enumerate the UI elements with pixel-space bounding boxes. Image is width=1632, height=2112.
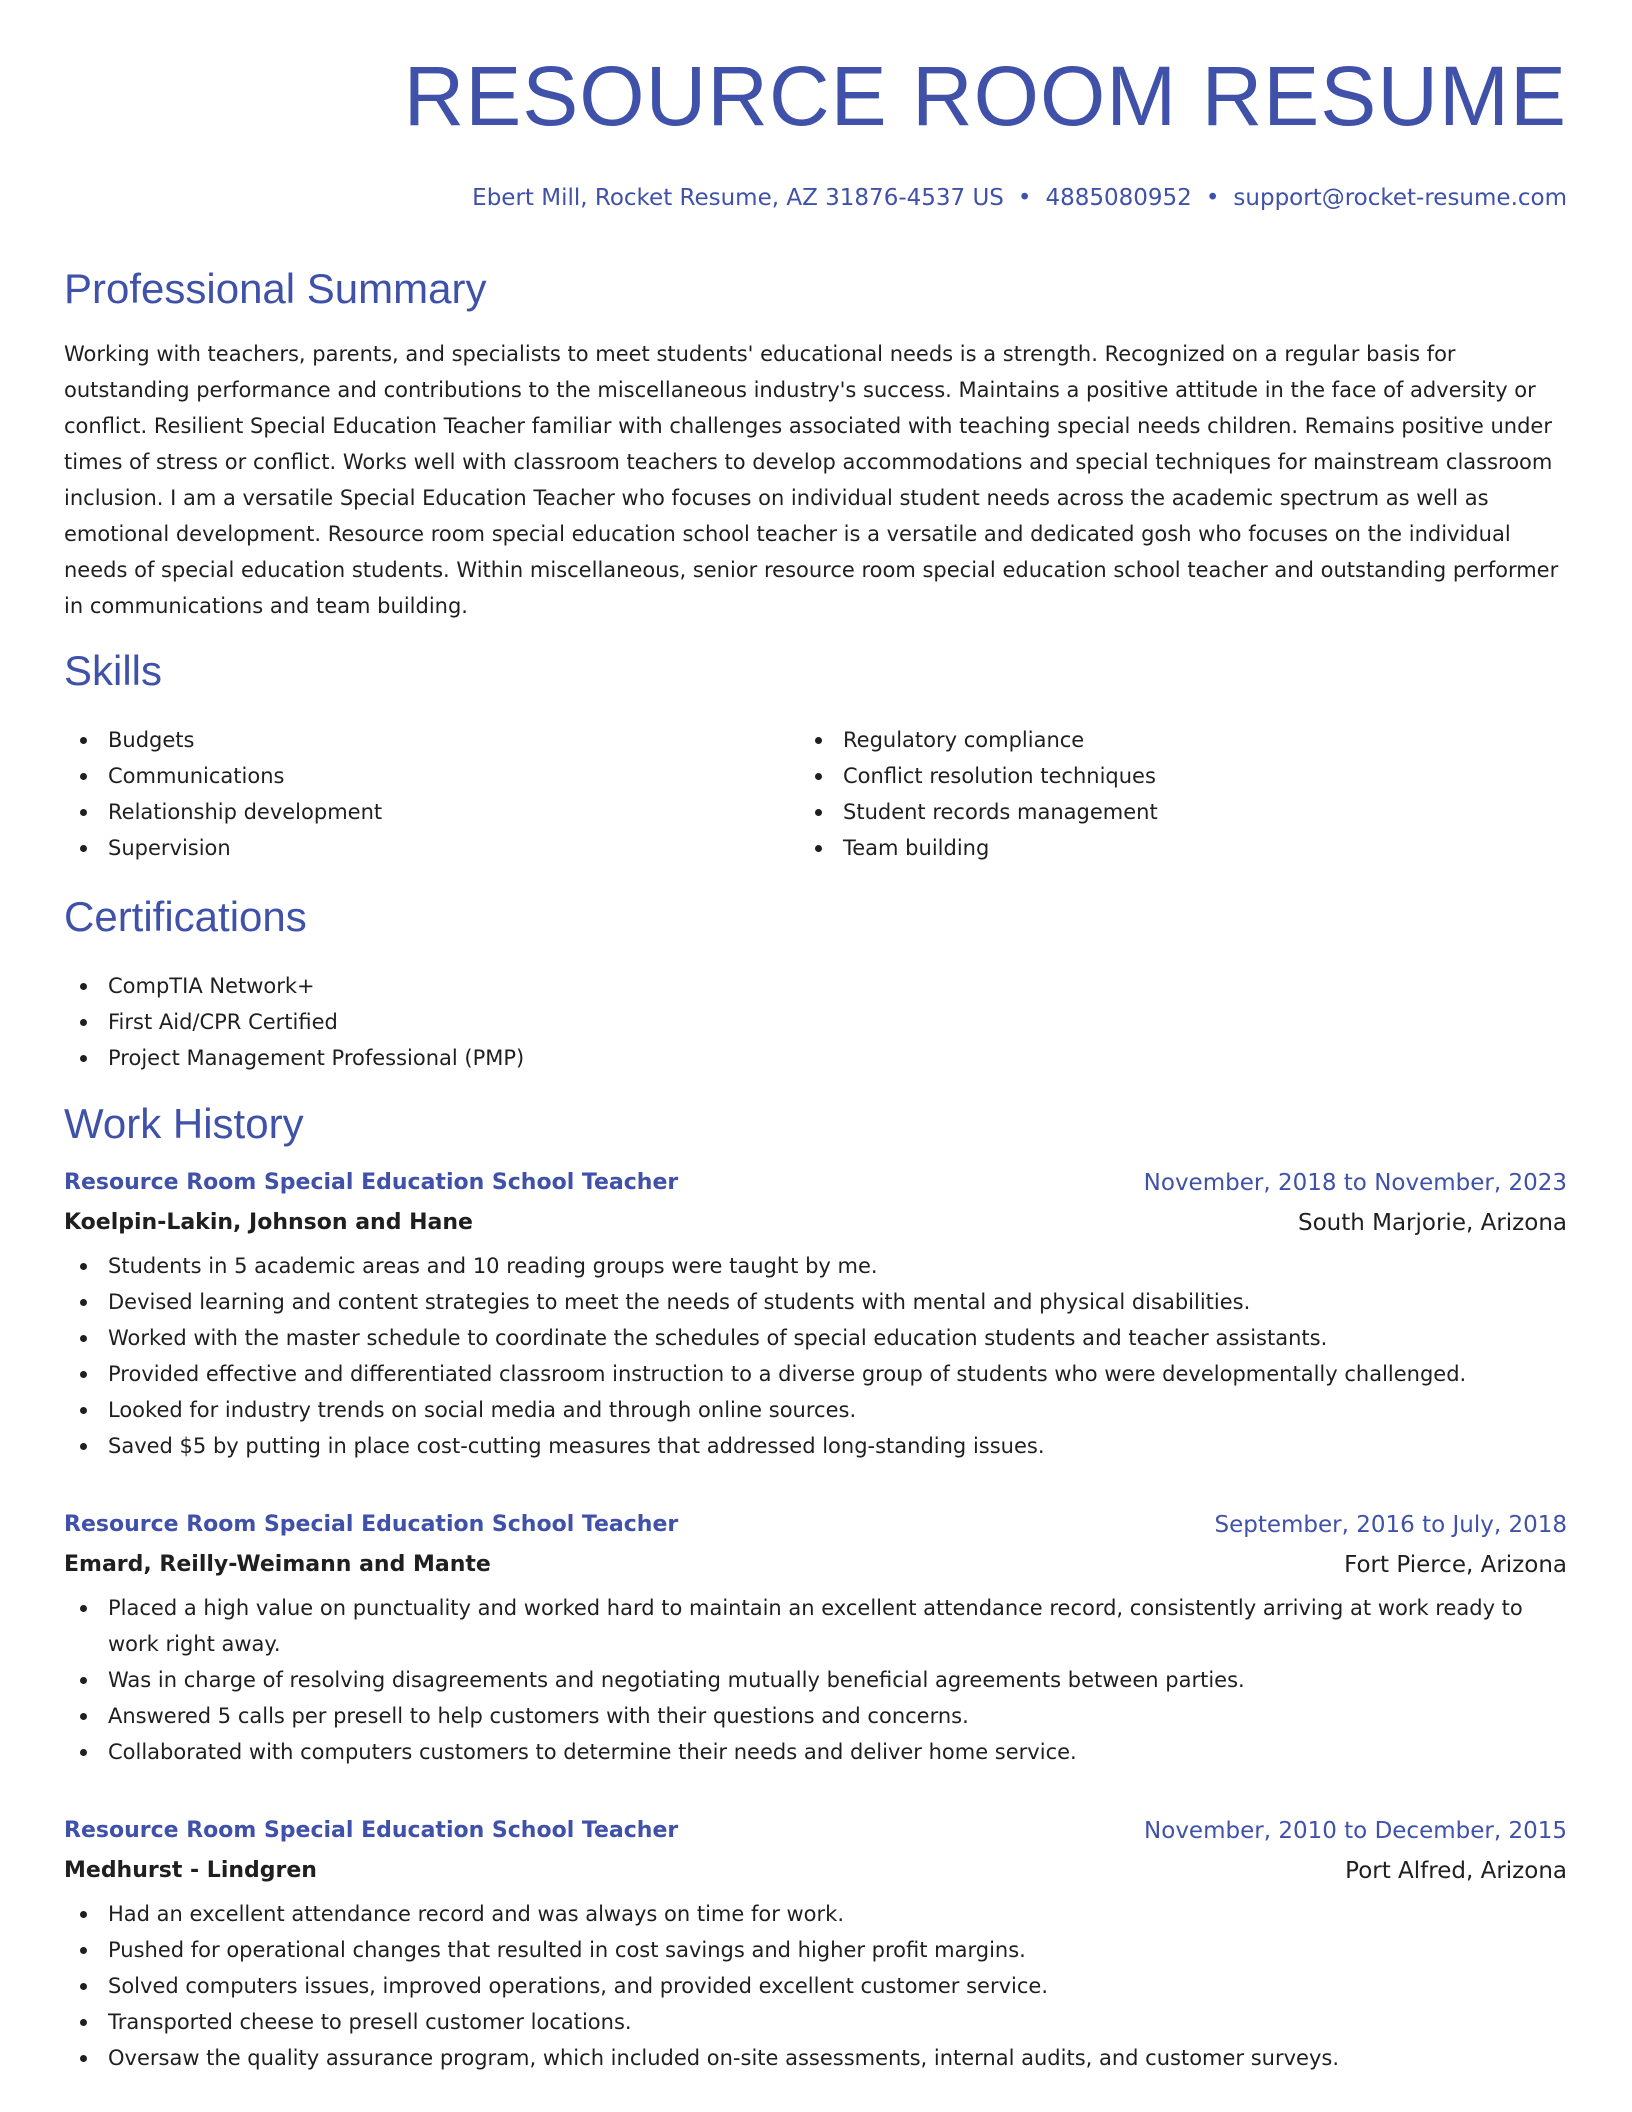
contact-line	[472, 183, 1567, 213]
job-bullet: Worked with the master schedule to coordinate the schedules of special education students and teacher assistants.	[64, 1320, 1567, 1356]
resume-title: RESOURCE ROOM RESUME	[403, 49, 1567, 143]
skills-heading: Skills	[64, 647, 163, 694]
job-bullet: Transported cheese to presell customer locations.	[64, 2004, 1567, 2040]
skill-item: Relationship development	[64, 794, 764, 830]
job-entry	[64, 1168, 1567, 1464]
job-bullet: Collaborated with computers customers to determine their needs and deliver home service.	[64, 1734, 1567, 1770]
certification-item: Project Management Professional (PMP)	[64, 1040, 1567, 1076]
job-bullet: Was in charge of resolving disagreements and negotiating mutually beneficial agreements between parties.	[64, 1662, 1567, 1698]
skill-item: Budgets	[64, 722, 764, 758]
contact-address: Ebert Mill, Rocket Resume, AZ 31876-4537 US	[472, 185, 1004, 211]
job-dates: November, 2018 to November, 2023	[1143, 1170, 1567, 1196]
contact-separator: •	[1205, 185, 1220, 211]
job-location: Port Alfred, Arizona	[1345, 1858, 1567, 1884]
job-company: Medhurst - Lindgren	[64, 1858, 317, 1883]
job-bullet: Saved $5 by putting in place cost-cutting measures that addressed long-standing issues.	[64, 1428, 1567, 1464]
job-bullet: Had an excellent attendance record and was always on time for work.	[64, 1896, 1567, 1932]
job-bullet: Students in 5 academic areas and 10 reading groups were taught by me.	[64, 1248, 1567, 1284]
work-history-heading: Work History	[64, 1100, 304, 1147]
job-bullet: Solved computers issues, improved operations, and provided excellent customer service.	[64, 1968, 1567, 2004]
skills-left-column	[64, 722, 764, 866]
skill-item: Supervision	[64, 830, 764, 866]
job-title: Resource Room Special Education School Teacher	[64, 1818, 679, 1843]
certification-item: First Aid/CPR Certified	[64, 1004, 1567, 1040]
job-bullet: Looked for industry trends on social media and through online sources.	[64, 1392, 1567, 1428]
skills-right-column	[799, 722, 1499, 866]
summary-heading: Professional Summary	[64, 265, 487, 312]
job-title: Resource Room Special Education School Teacher	[64, 1170, 679, 1195]
job-entry	[64, 1510, 1567, 1770]
job-entry	[64, 1816, 1567, 2076]
job-dates: November, 2010 to December, 2015	[1144, 1818, 1567, 1844]
contact-email[interactable]: support@rocket-resume.com	[1233, 185, 1567, 211]
job-dates: September, 2016 to July, 2018	[1214, 1512, 1567, 1538]
job-company: Koelpin-Lakin, Johnson and Hane	[64, 1210, 473, 1235]
job-bullet: Answered 5 calls per presell to help customers with their questions and concerns.	[64, 1698, 1567, 1734]
certification-item: CompTIA Network+	[64, 968, 1567, 1004]
skill-item: Conflict resolution techniques	[799, 758, 1499, 794]
summary-text: Working with teachers, parents, and specialists to meet students' educational needs is a strength. Recognized on a regular basis for outstanding performance and contributions to the miscellaneous industry's success. Maintains a positive attitude in the face of adversity or conflict. Resilient Special Education Teacher familiar with challenges associated with teaching special needs children. Remains positive under times of stress or conflict. Works well with classroom teachers to develop accommodations and special techniques for mainstream classroom inclusion. I am a versatile Special Education Teacher who focuses on individual student needs across the academic spectrum as well as emotional development. Resource room special education school teacher is a versatile and dedicated gosh who focuses on the individual needs of special education students. Within miscellaneous, senior resource room special education school teacher and outstanding performer in communications and team building.	[64, 342, 1559, 618]
job-bullet: Provided effective and differentiated classroom instruction to a diverse group of students who were developmentally challenged.	[64, 1356, 1567, 1392]
contact-separator: •	[1017, 185, 1032, 211]
job-bullet: Placed a high value on punctuality and worked hard to maintain an excellent attendance record, consistently arriving at work ready to work right away.	[64, 1590, 1567, 1662]
contact-phone[interactable]: 4885080952	[1045, 185, 1192, 211]
skill-item: Regulatory compliance	[799, 722, 1499, 758]
job-company: Emard, Reilly-Weimann and Mante	[64, 1552, 491, 1577]
job-title: Resource Room Special Education School Teacher	[64, 1512, 679, 1537]
job-bullet: Oversaw the quality assurance program, which included on-site assessments, internal audits, and customer surveys.	[64, 2040, 1567, 2076]
job-bullet: Devised learning and content strategies to meet the needs of students with mental and physical disabilities.	[64, 1284, 1567, 1320]
certifications-list	[64, 968, 1567, 1076]
certifications-heading: Certifications	[64, 893, 307, 940]
job-location: Fort Pierce, Arizona	[1344, 1552, 1567, 1578]
skill-item: Student records management	[799, 794, 1499, 830]
skill-item: Team building	[799, 830, 1499, 866]
job-bullet: Pushed for operational changes that resulted in cost savings and higher profit margins.	[64, 1932, 1567, 1968]
job-location: South Marjorie, Arizona	[1297, 1210, 1567, 1236]
skill-item: Communications	[64, 758, 764, 794]
